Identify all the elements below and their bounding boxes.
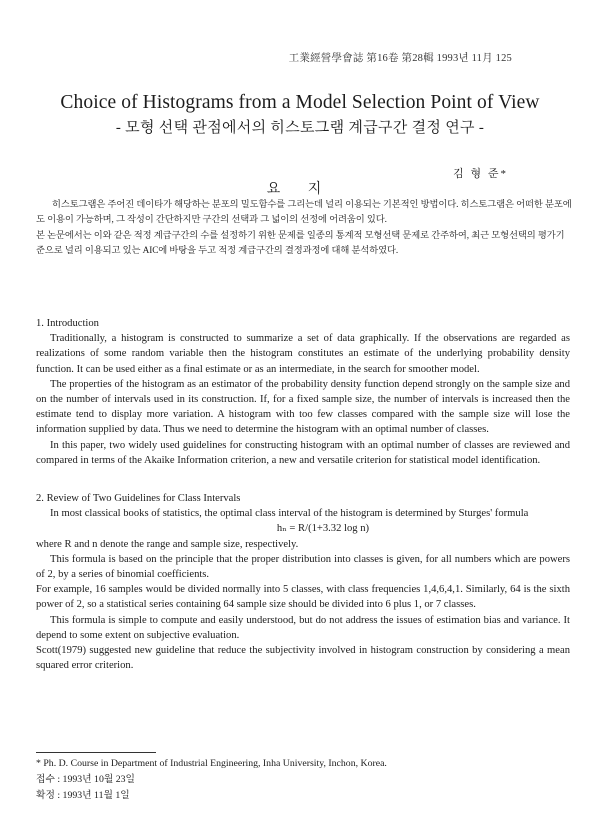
running-head: 工業經營學會誌 第16卷 第28輯 1993년 11月 125 — [288, 53, 512, 64]
footnote-accepted-date: 확정 : 1993년 11월 1일 — [36, 790, 130, 801]
section-spacer — [36, 468, 570, 491]
abstract-paragraph-1: 히스토그램은 주어진 데이타가 해당하는 분포의 밀도함수를 그리는데 널리 이용되는 기본적인 방법이다. 히스토그램은 어떠한 분포에도 이용이 가능하며, 그 작성이 간단하지만 구간의 선택과 그 넓이의 선정에 어려움이 있다. — [36, 200, 572, 226]
author-name: 김 형 준* — [453, 168, 508, 180]
footnote-divider — [36, 752, 156, 753]
review-paragraph-4: For example, 16 samples would be divided normally into 5 classes, with class frequencies 1,4,6,4,1. Similarly, 64 is the sixth power of 2, so a statistical series containing 64 sample size should be divided into 6 plus 1, or 7 classes. — [36, 584, 570, 611]
abstract-heading: 요 지 — [266, 182, 334, 197]
abstract-body — [36, 198, 573, 259]
main-text — [36, 316, 570, 673]
review-paragraph-5: This formula is simple to compute and easily understood, but do not address the issues of estimation bias and variance. It depend to some extent on subjective evaluation. — [36, 614, 570, 641]
section-title-introduction: 1. Introduction — [36, 318, 99, 329]
intro-paragraph-2: The properties of the histogram as an estimator of the probability density function depend strongly on the sample size and on the number of intervals used in its construction. If, for a fixed sample size, the number of intervals is increased then the estimate tend to display more variation. A histogram with too few classes compared with the sample size will lose the information supplied by data. Thus we need to determine the histogram with an optimal number of classes. — [36, 378, 570, 436]
review-paragraph-1: In most classical books of statistics, the optimal class interval of the histogram is determined by Sturges' formula — [50, 508, 529, 520]
footnote-affiliation: * Ph. D. Course in Department of Industrial Engineering, Inha University, Inchon, Korea. — [36, 758, 387, 769]
korean-title: - 모형 선택 관점에서의 히스토그램 계급구간 결정 연구 - — [115, 120, 485, 136]
intro-paragraph-1: Traditionally, a histogram is constructed to summarize a set of data graphically. If the observations are regarded as realizations of some random variable then the histogram constitutes an estimate of the underlying probability density function. It can be used either as a final estimate or as an intermediate, in the search for smoother model. — [36, 333, 570, 375]
footnote-received-date: 접수 : 1993년 10월 23일 — [36, 774, 136, 785]
english-title: Choice of Histograms from a Model Selection Point of View — [60, 92, 540, 113]
abstract-paragraph-2: 본 논문에서는 이와 같은 적정 계급구간의 수를 설정하기 위한 문제를 일종의 통계적 모형선택 문제로 간주하여, 최근 모형선택의 평가기준으로 널리 이용되고 있는 AIC에 바탕을 두고 적정 계급구간의 결정과정에 대해 분석하였다. — [36, 230, 565, 256]
footnotes — [36, 756, 570, 804]
intro-paragraph-3: In this paper, two widely used guidelines for constructing histogram with an optimal number of classes are reviewed and compared in terms of the Akaike Information criterion, a new and versatile criterion for statistical model identification. — [36, 439, 570, 466]
review-paragraph-3: This formula is based on the principle that the proper distribution into classes is given, for all numbers which are powers of 2, by a series of binomial coefficients. — [36, 553, 570, 581]
review-paragraph-6: Scott(1979) suggested new guideline that reduce the subjectivity involved in histogram construction by considering a mean squared error criterion. — [36, 645, 570, 672]
sturges-formula: hₙ = R/(1+3.32 log n) — [276, 523, 370, 535]
review-paragraph-2: where R and n denote the range and sample size, respectively. — [36, 538, 299, 550]
section-title-review: 2. Review of Two Guidelines for Class Intervals — [36, 493, 241, 505]
